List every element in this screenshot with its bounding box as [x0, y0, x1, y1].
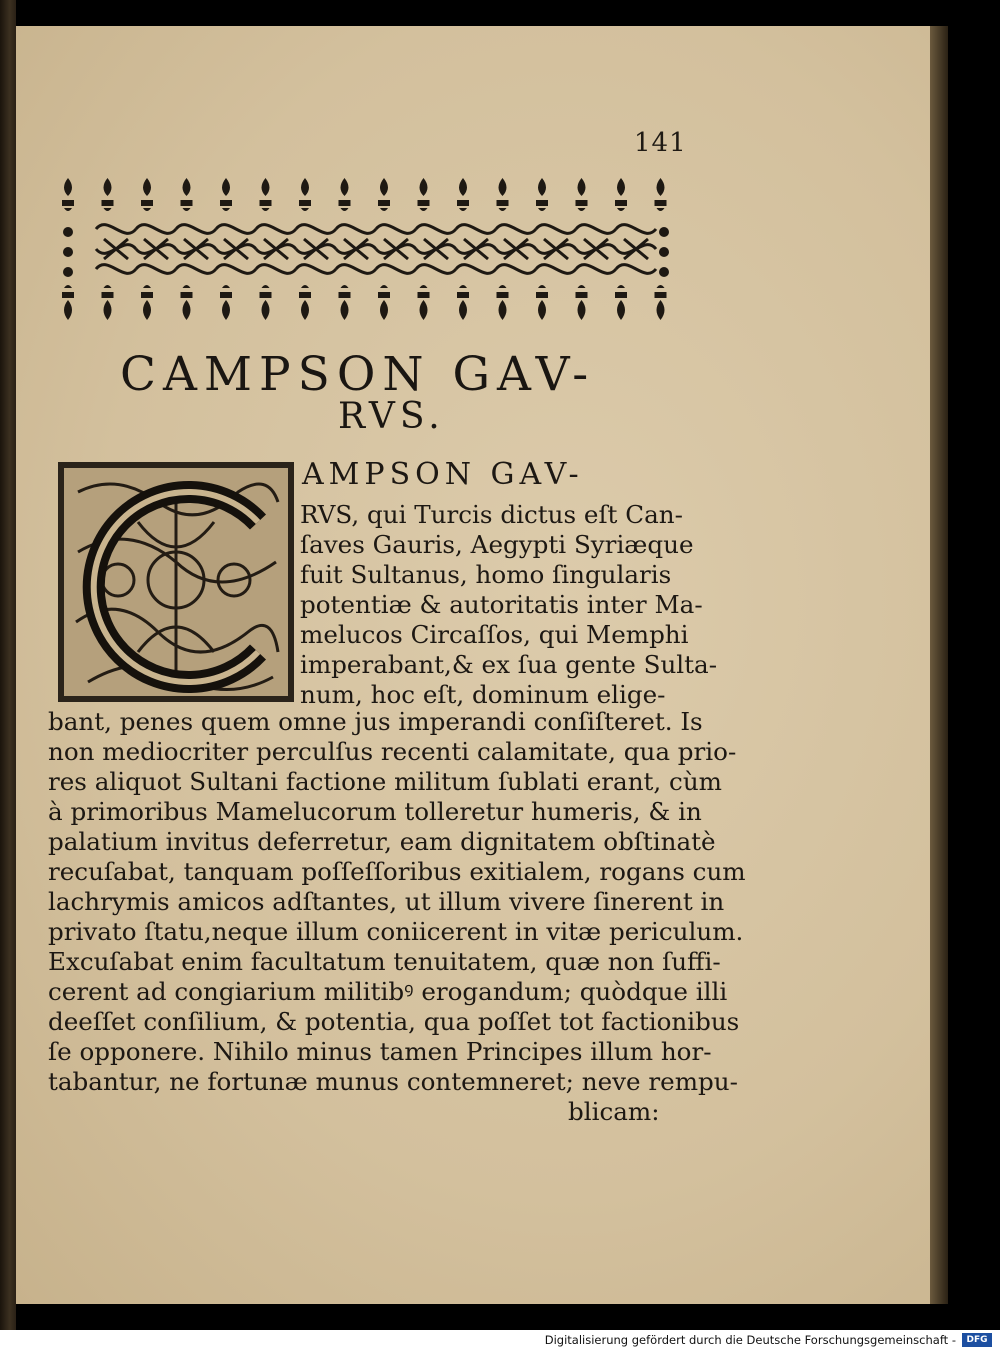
ornament-flower-icon — [655, 178, 667, 211]
ornament-flower-icon — [615, 178, 627, 211]
body-line: recuſabat, tanquam poſſeſſoribus exitialem, rogans cum — [48, 857, 746, 886]
body-line: à primoribus Mamelucorum tolleretur humeris, & in — [48, 797, 702, 826]
catchword: blicam: — [568, 1097, 660, 1126]
initial-line: fuit Sultanus, homo ſingularis — [300, 560, 672, 589]
ornament-flower-icon — [299, 285, 311, 320]
ornament-flower-icon — [536, 178, 548, 211]
ornament-flower-icon — [457, 178, 469, 211]
body-line: tabantur, ne fortunæ munus contemneret; neve rempu- — [48, 1067, 738, 1096]
initial-line: imperabant,& ex ſua gente Sulta- — [300, 650, 718, 679]
ornament-scroll-icon — [176, 225, 216, 274]
ornament-flower-icon — [62, 178, 74, 211]
ornament-flower-icon — [141, 285, 153, 320]
ornament-flower-icon — [260, 178, 272, 211]
decorative-headpiece — [56, 174, 676, 324]
ornament-flower-icon — [378, 178, 390, 211]
ornament-scroll-icon — [456, 225, 496, 274]
footer-credit: Digitalisierung gefördert durch die Deutsche Forschungsgemeinschaft - — [544, 1333, 956, 1347]
dfg-logo: DFG — [962, 1333, 992, 1347]
ornament-flower-icon — [378, 285, 390, 320]
ornament-dot-icon — [659, 267, 669, 277]
body-line: cerent ad congiarium militibꝰ erogandum; quòdque illi — [48, 977, 728, 1006]
body-line: deeſſet conſilium, & potentia, qua poſſet tot factionibus — [48, 1007, 740, 1036]
chapter-title-line-1: CAMPSON GAV- — [120, 347, 596, 402]
ornament-flower-icon — [102, 178, 114, 211]
ornament-scroll-icon — [96, 225, 136, 274]
ornament-flower-icon — [655, 285, 667, 320]
ornament-scroll-icon — [296, 225, 336, 274]
initial-line: melucos Circaſſos, qui Memphi — [300, 620, 689, 649]
page-number: 141 — [634, 128, 687, 158]
initial-line: potentiæ & autoritatis inter Ma- — [300, 590, 703, 619]
ornament-flower-icon — [102, 285, 114, 320]
ornament-scroll-icon — [576, 225, 616, 274]
ornament-flower-icon — [220, 285, 232, 320]
ornament-flower-icon — [339, 285, 351, 320]
ornament-dot-icon — [63, 267, 73, 277]
ornament-flower-icon — [260, 285, 272, 320]
ornament-flower-icon — [299, 178, 311, 211]
ornament-flower-icon — [181, 178, 193, 211]
initial-line: RVS, qui Turcis dictus eſt Can- — [300, 500, 683, 529]
ornament-scroll-icon — [136, 225, 176, 274]
ornament-scroll-icon — [336, 225, 376, 274]
book-left-edge — [0, 0, 16, 1330]
body-line: palatium invitus deferretur, eam dignitatem obſtinatè — [48, 827, 716, 856]
ornament-flower-icon — [615, 285, 627, 320]
ornament-scroll-icon — [496, 225, 536, 274]
ornament-flower-icon — [62, 285, 74, 320]
ornament-flower-icon — [339, 178, 351, 211]
ornament-dot-icon — [659, 227, 669, 237]
ornament-flower-icon — [497, 285, 509, 320]
ornament-flower-icon — [576, 285, 588, 320]
ornament-flower-icon — [220, 178, 232, 211]
body-line: res aliquot Sultani factione militum ſublati erant, cùm — [48, 767, 722, 796]
initial-line: AMPSON GAV- — [302, 457, 584, 492]
book-right-edge — [930, 26, 948, 1304]
initial-line: num, hoc eſt, dominum elige- — [300, 680, 666, 709]
body-line: lachrymis amicos adſtantes, ut illum vivere ſinerent in — [48, 887, 725, 916]
ornament-flower-icon — [141, 178, 153, 211]
ornament-scroll-icon — [416, 225, 456, 274]
ornament-scroll-icon — [216, 225, 256, 274]
body-line: non mediocriter perculſus recenti calamitate, qua prio- — [48, 737, 737, 766]
body-line: privato ſtatu,neque illum coniicerent in vitæ periculum. — [48, 917, 744, 946]
ornament-flower-icon — [418, 178, 430, 211]
chapter-title-line-2: RVS. — [338, 396, 445, 437]
initial-line: ſaves Gauris, Aegypti Syriæque — [300, 530, 694, 559]
ornament-flower-icon — [536, 285, 548, 320]
ornament-scroll-icon — [536, 225, 576, 274]
ornament-flower-icon — [497, 178, 509, 211]
ornament-scroll-icon — [376, 225, 416, 274]
footer-bar — [0, 1330, 1000, 1352]
body-line: Excuſabat enim facultatum tenuitatem, quæ non ſuffi- — [48, 947, 721, 976]
ornament-flower-icon — [181, 285, 193, 320]
ornament-scroll-icon — [256, 225, 296, 274]
decorated-initial-c — [58, 462, 294, 702]
ornament-flower-icon — [418, 285, 430, 320]
ornament-dot-icon — [63, 247, 73, 257]
ornament-dot-icon — [63, 227, 73, 237]
ornament-dot-icon — [659, 247, 669, 257]
ornament-flower-icon — [576, 178, 588, 211]
body-line: bant, penes quem omne jus imperandi conſiſteret. Is — [48, 707, 703, 736]
body-line: ſe opponere. Nihilo minus tamen Principes illum hor- — [48, 1037, 712, 1066]
ornament-scroll-icon — [616, 225, 656, 274]
ornament-flower-icon — [457, 285, 469, 320]
